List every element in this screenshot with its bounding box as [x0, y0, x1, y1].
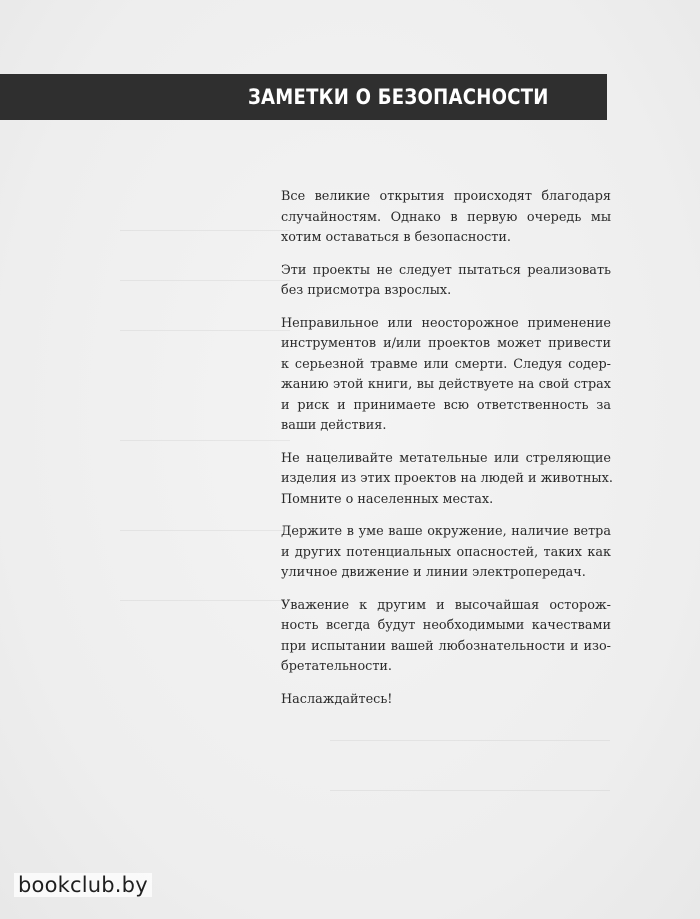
text-line: изделия из этих проектов на людей и животных. [281, 471, 613, 486]
text-line: при испытании вашей любознательности и изо- [281, 638, 611, 654]
bleed-through-line [120, 530, 290, 531]
section-title: ЗАМЕТКИ О БЕЗОПАСНОСТИ [248, 85, 549, 109]
paragraph-enjoy [281, 690, 611, 711]
bleed-through-line [120, 440, 290, 441]
text-line: Эти проекты не следует пытаться реализовать [281, 262, 611, 278]
watermark: bookclub.by [14, 873, 152, 897]
text-line: ваши действия. [281, 418, 387, 433]
safety-notes-text [281, 187, 611, 722]
text-line: инструментов и/или проектов может привести [281, 336, 611, 351]
text-line: жанию этой книги, вы действуете на свой страх [281, 377, 611, 392]
text-line: к серьезной травме или смерти. Следуя содер- [281, 356, 611, 372]
text-line: бретательности. [281, 659, 393, 674]
bleed-through-line [120, 230, 290, 231]
paragraph-caution [281, 596, 611, 678]
paragraph-surroundings [281, 522, 611, 584]
paragraph-discoveries [281, 187, 611, 249]
bleed-through-line [120, 600, 290, 601]
text-line: ность всегда будут необходимыми качествами [281, 618, 611, 633]
text-line: уличное движение и линии электропередач. [281, 565, 586, 580]
text-line: хотим оставаться в безопасности. [281, 230, 511, 245]
text-line: и других потенциальных опасностей, таких как [281, 544, 611, 560]
paragraph-supervision [281, 261, 611, 302]
paragraph-responsibility [281, 314, 611, 437]
text-line: Все великие открытия происходят благодаря [281, 189, 611, 204]
section-header-banner [0, 74, 607, 120]
bleed-through-line [120, 280, 290, 281]
paragraph-projectiles [281, 449, 611, 511]
bleed-through-line [330, 790, 610, 791]
text-line: случайностям. Однако в первую очередь мы [281, 209, 611, 225]
text-line: и риск и принимаете всю ответственность за [281, 397, 611, 413]
text-line: Неправильное или неосторожное применение [281, 315, 611, 331]
text-line: Не нацеливайте метательные или стреляющие [281, 450, 611, 466]
bleed-through-line [120, 330, 290, 331]
bleed-through-line [330, 740, 610, 741]
text-line: Наслаждайтесь! [281, 691, 393, 707]
text-line: без присмотра взрослых. [281, 283, 452, 298]
text-line: Уважение к другим и высочайшая осторож- [281, 597, 611, 613]
text-line: Держите в уме ваше окружение, наличие ветра [281, 524, 611, 539]
text-line: Помните о населенных местах. [281, 491, 494, 507]
